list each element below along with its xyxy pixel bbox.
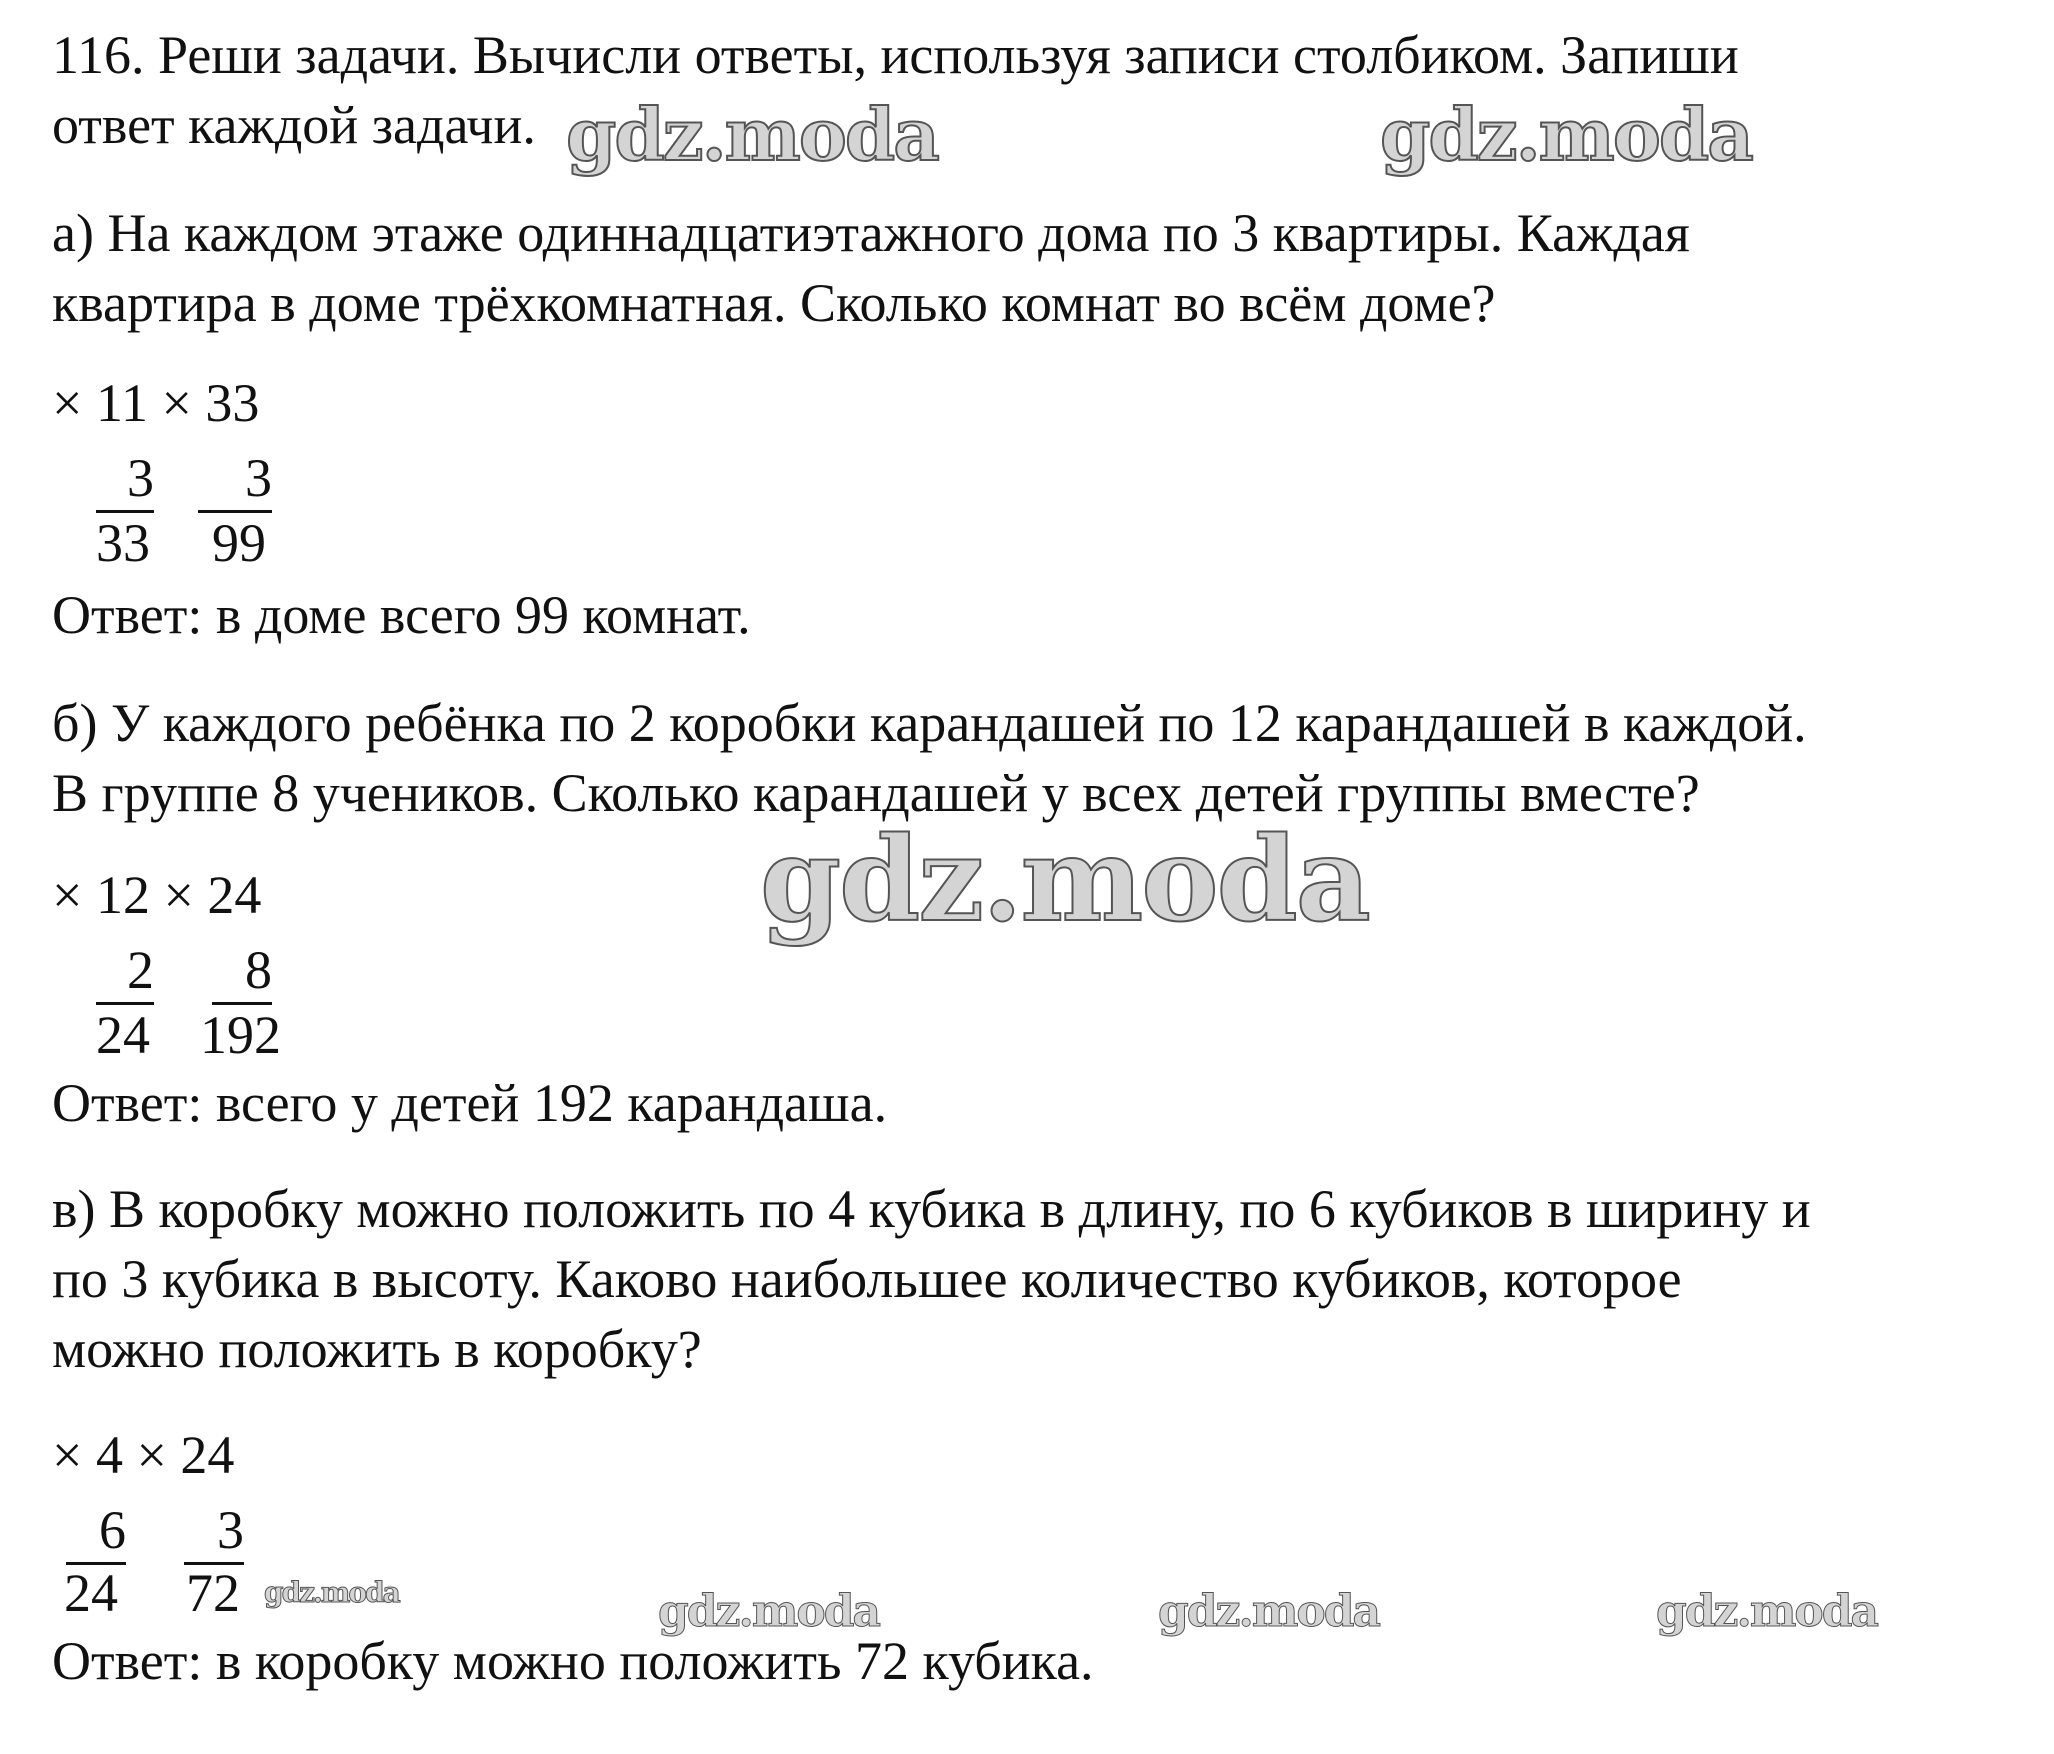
watermark: gdz.moda [1158, 1586, 1380, 1637]
problem-c-line-1: в) В коробку можно положить по 4 кубика в длину, по 6 кубиков в ширину и [52, 1179, 1811, 1239]
problem-c-result-1: 24 [64, 1563, 118, 1623]
watermark: gdz.moda [658, 1586, 880, 1637]
problem-b-calc-header: × 12 × 24 [52, 865, 262, 925]
problem-b-result-1: 24 [96, 1005, 150, 1065]
problem-b-line-2: В группе 8 учеников. Сколько карандашей у всех детей группы вместе? [52, 763, 1700, 823]
problem-b-answer: Ответ: всего у детей 192 карандаша. [52, 1073, 888, 1133]
task-header-line-1: 116. Реши задачи. Вычисли ответы, используя записи столбиком. Запиши [52, 25, 1739, 85]
problem-a-answer: Ответ: в доме всего 99 комнат. [52, 585, 751, 645]
problem-a-calc-header: × 11 × 33 [52, 373, 260, 433]
problem-b-multiplier-2: 8 [212, 940, 272, 1005]
watermark: gdz.moda [566, 92, 938, 177]
watermark: gdz.moda [1656, 1586, 1878, 1637]
problem-a-multiplier-2: 3 [198, 448, 272, 513]
task-header-line-2: ответ каждой задачи. [52, 95, 536, 155]
watermark: gdz.moda [264, 1576, 399, 1609]
problem-b-line-1: б) У каждого ребёнка по 2 коробки карандашей по 12 карандашей в каждой. [52, 693, 1807, 753]
problem-c-line-3: можно положить в коробку? [52, 1319, 702, 1379]
watermark: gdz.moda [760, 812, 1369, 948]
problem-b-multiplier-1: 2 [96, 940, 154, 1005]
problem-c-line-2: по 3 кубика в высоту. Каково наибольшее количество кубиков, которое [52, 1249, 1682, 1309]
problem-c-answer: Ответ: в коробку можно положить 72 кубика. [52, 1631, 1094, 1691]
problem-a-result-1: 33 [96, 513, 150, 573]
problem-c-multiplier-2: 3 [184, 1500, 244, 1565]
watermark: gdz.moda [1380, 92, 1752, 177]
problem-c-multiplier-1: 6 [66, 1500, 126, 1565]
problem-a-result-2: 99 [212, 513, 266, 573]
problem-a-line-2: квартира в доме трёхкомнатная. Сколько комнат во всём доме? [52, 273, 1496, 333]
problem-b-result-2: 192 [200, 1005, 281, 1065]
problem-c-result-2: 72 [186, 1563, 240, 1623]
problem-a-multiplier-1: 3 [96, 448, 154, 513]
problem-a-line-1: а) На каждом этаже одиннадцатиэтажного дома по 3 квартиры. Каждая [52, 203, 1690, 263]
problem-c-calc-header: × 4 × 24 [52, 1425, 235, 1485]
